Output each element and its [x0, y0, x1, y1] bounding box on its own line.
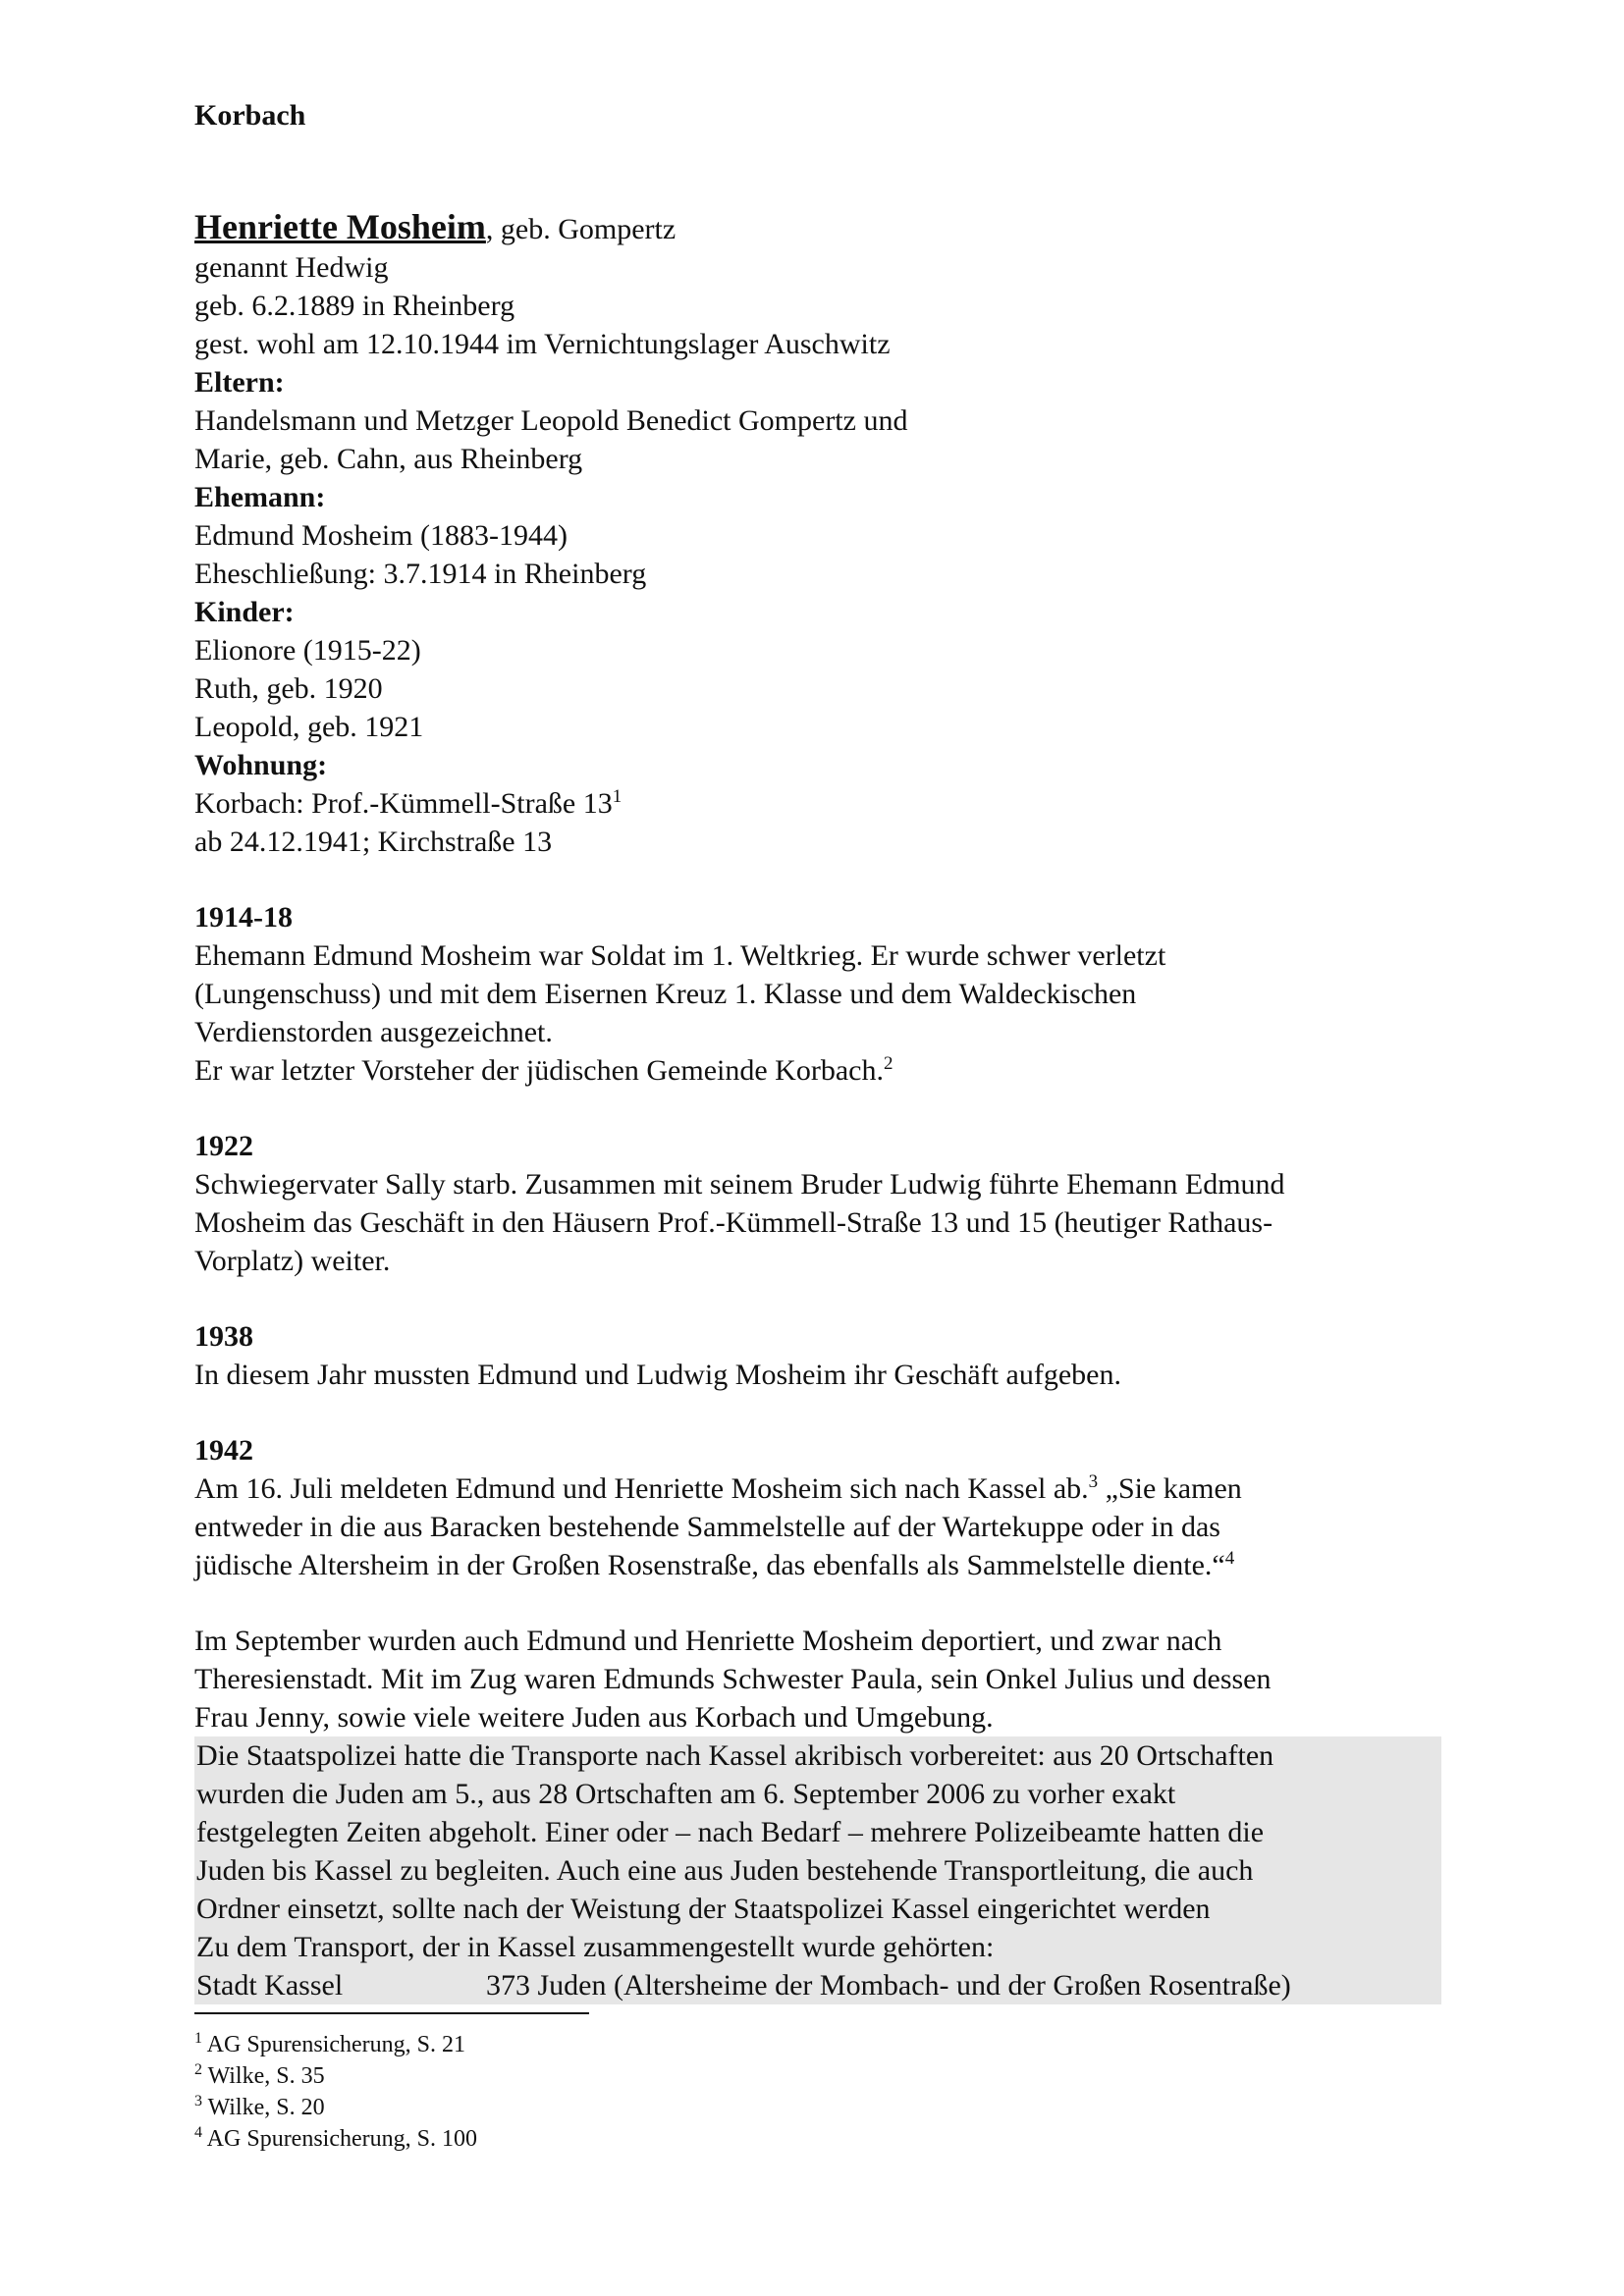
section-year-1942: 1942: [194, 1434, 253, 1467]
residence-line-2: ab 24.12.1941; Kirchstraße 13: [194, 826, 553, 858]
kassel-place: Stadt Kassel: [196, 1969, 344, 2002]
child-item: Ruth, geb. 1920: [194, 672, 383, 705]
document-body: [194, 96, 1451, 2004]
section-1914-line: (Lungenschuss) und mit dem Eisernen Kreuz 1. Klasse und dem Waldeckischen: [194, 978, 1137, 1010]
residence-line-1: Korbach: Prof.-Kümmell-Straße $13^1$: [194, 786, 623, 820]
section-1938-line: In diesem Jahr mussten Edmund und Ludwig Mosheim ihr Geschäft aufgeben.: [194, 1359, 1121, 1391]
person-name-line: [194, 208, 1451, 248]
kassel-row: [196, 1966, 1441, 2004]
highlighted-quote-block: [194, 1736, 1441, 2004]
spouse-line-1: Edmund Mosheim (1883-1944): [194, 519, 568, 552]
section-1942-para2-line: Im September wurden auch Edmund und Henriette Mosheim deportiert, und zwar nach: [194, 1625, 1222, 1657]
parents-label: Eltern:: [194, 366, 285, 399]
quote-line: Juden bis Kassel zu begleiten. Auch eine aus Juden bestehende Transportleitung, die auch: [196, 1854, 1254, 1887]
footnote-ref[interactable]: 1: [612, 786, 623, 807]
child-item: Leopold, geb. 1921: [194, 711, 424, 743]
footnote: $^3$ Wilke, S. 20: [194, 2093, 325, 2120]
quote-line: Zu dem Transport, der in Kassel zusammengestellt wurde gehörten:: [196, 1931, 995, 1963]
quote-line: Die Staatspolizei hatte die Transporte nach Kassel akribisch vorbereitet: aus 20 Ortschaften: [196, 1739, 1274, 1772]
parents-line-1: Handelsmann und Metzger Leopold Benedict Gompertz und: [194, 404, 908, 437]
section-1922-line: Vorplatz) weiter.: [194, 1245, 391, 1277]
footnote-ref[interactable]: 2: [883, 1053, 893, 1074]
footnote-ref[interactable]: 3: [1088, 1471, 1099, 1492]
footnote-divider: [194, 2012, 589, 2014]
section-year-1938: 1938: [194, 1320, 253, 1353]
section-1942-line-2: entweder in die aus Baracken bestehende Sammelstelle auf der Wartekuppe oder in das: [194, 1511, 1220, 1543]
section-1942-para2-line: Frau Jenny, sowie viele weitere Juden aus Korbach und Umgebung.: [194, 1701, 994, 1734]
kassel-detail: 373 Juden (Altersheime der Mombach- und der Großen Rosentraße): [486, 1969, 1291, 2002]
footnote: $^1$ AG Spurensicherung, S. 21: [194, 2030, 465, 2057]
spouse-label: Ehemann:: [194, 481, 326, 513]
section-1922-line: Mosheim das Geschäft in den Häusern Prof.-Kümmell-Straße 13 und 15 (heutiger Rathaus-: [194, 1206, 1273, 1239]
section-1914-line: Verdienstorden ausgezeichnet.: [194, 1016, 553, 1048]
person-name: Henriette Mosheim: [194, 207, 486, 246]
spouse-line-2: Eheschließung: 3.7.1914 in Rheinberg: [194, 558, 647, 590]
section-1922-line: Schwiegervater Sally starb. Zusammen mit seinem Bruder Ludwig führte Ehemann Edmund: [194, 1168, 1285, 1201]
section-year-1914: 1914-18: [194, 901, 293, 934]
children-label: Kinder:: [194, 596, 295, 628]
quote-line: Ordner einsetzt, sollte nach der Weistung der Staatspolizei Kassel eingerichtet werden: [196, 1893, 1211, 1925]
parents-line-2: Marie, geb. Cahn, aus Rheinberg: [194, 443, 583, 475]
quote-line: festgelegten Zeiten abgeholt. Einer oder – nach Bedarf – mehrere Polizeibeamte hatten die: [196, 1816, 1265, 1848]
footnote-ref[interactable]: 4: [1224, 1548, 1235, 1569]
section-1942-para2-line: Theresienstadt. Mit im Zug waren Edmunds Schwester Paula, sein Onkel Julius und dessen: [194, 1663, 1272, 1695]
section-1942-line-3: jüdische Altersheim in der Großen Rosenstraße, das ebenfalls als Sammelstelle diente.“$^4$: [194, 1548, 1235, 1581]
footnotes: [194, 2029, 477, 2155]
person-born: geb. 6.2.1889 in Rheinberg: [194, 290, 515, 322]
page-header: Korbach: [194, 99, 306, 132]
person-born-name: , geb. Gompertz: [485, 213, 677, 245]
person-called: genannt Hedwig: [194, 251, 389, 284]
residence-label: Wohnung:: [194, 749, 328, 781]
quote-line: wurden die Juden am 5., aus 28 Ortschaften am 6. September 2006 zu vorher exakt: [196, 1778, 1176, 1810]
section-1942-line-1: Am 16. Juli meldeten Edmund und Henriette Mosheim sich nach Kassel ab.$^3$ „Sie kamen: [194, 1471, 1242, 1505]
section-1914-last-line: Er war letzter Vorsteher der jüdischen Gemeinde Korbach.$^2$: [194, 1053, 893, 1087]
footnote: $^4$ AG Spurensicherung, S. 100: [194, 2124, 477, 2152]
child-item: Elionore (1915-22): [194, 634, 421, 667]
section-year-1922: 1922: [194, 1130, 253, 1162]
person-died: gest. wohl am 12.10.1944 im Vernichtungslager Auschwitz: [194, 328, 891, 360]
footnote: $^2$ Wilke, S. 35: [194, 2061, 325, 2089]
section-1914-line: Ehemann Edmund Mosheim war Soldat im 1. Weltkrieg. Er wurde schwer verletzt: [194, 939, 1166, 972]
